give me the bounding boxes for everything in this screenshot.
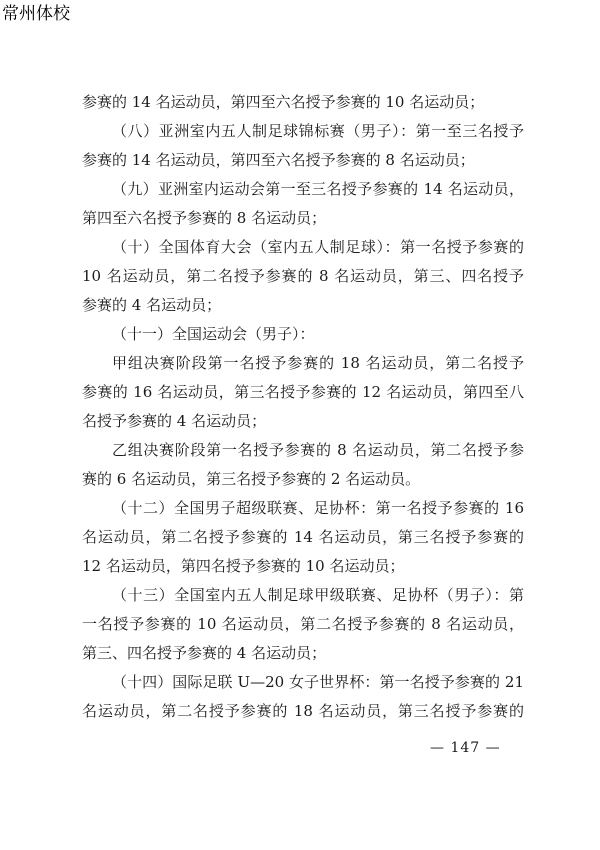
paragraph [82, 233, 524, 320]
paragraph [82, 349, 524, 436]
text-line: 参赛的 14 名运动员，第四至六名授予参赛的 10 名运动员； [82, 93, 485, 111]
text-line: 一名授予参赛的 10 名运动员，第二名授予参赛的 8 名运动员， [82, 615, 524, 633]
text-line: 参赛的 16 名运动员，第三名授予参赛的 12 名运动员，第四至八 [82, 383, 524, 401]
paragraph [82, 320, 524, 349]
text-line: 名授予参赛的 4 名运动员； [82, 412, 267, 430]
text-line: 甲组决赛阶段第一名授予参赛的 18 名运动员，第二名授予 [112, 354, 524, 372]
document-body [82, 88, 524, 726]
paragraph [82, 581, 524, 668]
text-line: 名运动员，第二名授予参赛的 18 名运动员，第三名授予参赛的 [82, 702, 524, 720]
watermark-label: 常州体校 [2, 4, 70, 24]
paragraph [82, 117, 524, 175]
paragraph [82, 175, 524, 233]
paragraph [82, 668, 524, 726]
text-line: （九）亚洲室内运动会第一至三名授予参赛的 14 名运动员， [112, 180, 524, 198]
text-line: 参赛的 14 名运动员，第四至六名授予参赛的 8 名运动员； [82, 151, 475, 169]
text-line: 乙组决赛阶段第一名授予参赛的 8 名运动员，第二名授予参 [112, 441, 524, 459]
text-line: 10 名运动员，第二名授予参赛的 8 名运动员，第三、四名授予 [82, 267, 524, 285]
text-line: （十）全国体育大会（室内五人制足球）：第一名授予参赛的 [112, 238, 524, 256]
text-line: （十四）国际足联 U—20 女子世界杯：第一名授予参赛的 21 [112, 673, 524, 691]
text-line: 12 名运动员，第四名授予参赛的 10 名运动员； [82, 557, 405, 575]
text-line: （十一）全国运动会（男子）： [112, 325, 315, 343]
text-line: 赛的 6 名运动员，第三名授予参赛的 2 名运动员。 [82, 470, 421, 488]
page-number: — 147 — [430, 740, 501, 756]
text-line: （八）亚洲室内五人制足球锦标赛（男子）：第一至三名授予 [112, 122, 524, 140]
text-line: 第三、四名授予参赛的 4 名运动员； [82, 644, 327, 662]
text-line: 名运动员，第二名授予参赛的 14 名运动员，第三名授予参赛的 [82, 528, 524, 546]
text-line: （十二）全国男子超级联赛、足协杯：第一名授予参赛的 16 [112, 499, 524, 517]
paragraph [82, 436, 524, 494]
text-line: 参赛的 4 名运动员； [82, 296, 222, 314]
text-line: 第四至六名授予参赛的 8 名运动员； [82, 209, 327, 227]
text-line: （十三）全国室内五人制足球甲级联赛、足协杯（男子）：第 [112, 586, 524, 604]
paragraph [82, 88, 524, 117]
paragraph [82, 494, 524, 581]
